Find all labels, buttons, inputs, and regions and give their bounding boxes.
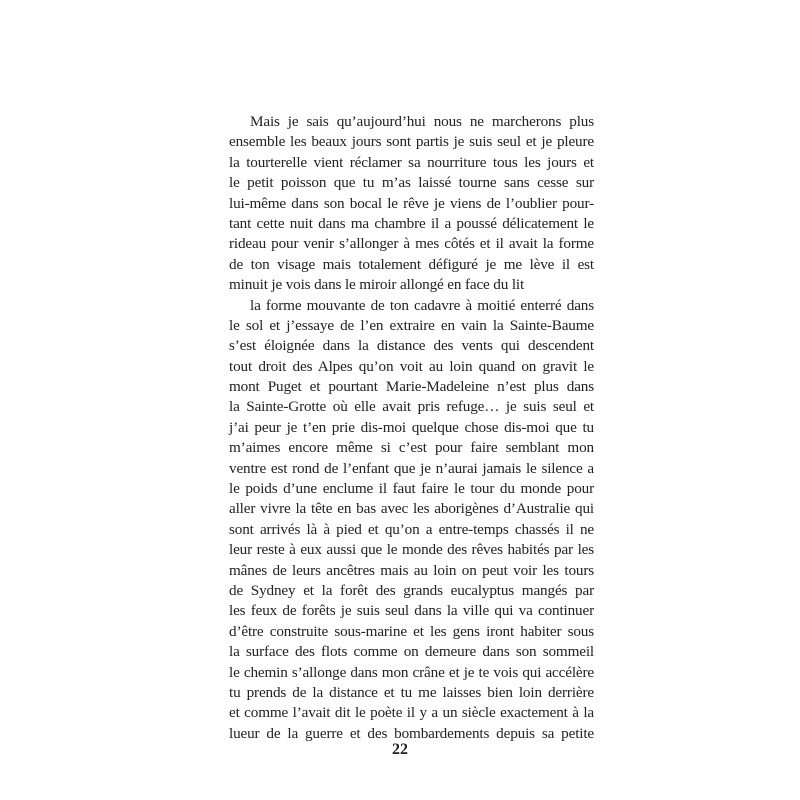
text-line: j’ai peur je t’en prie dis-moi quelque chose dis-moi que tu [229,418,594,436]
text-line: mânes de leurs ancêtres mais au loin on peut voir les tours [229,561,594,579]
text-line: ventre est rond de l’enfant que je n’aurai jamais le silence a [229,459,594,477]
text-line: sont arrivés là à pied et qu’on a entre-temps chassés il ne [229,520,594,538]
text-line: mont Puget et pourtant Marie-Madeleine n’est plus dans [229,378,594,396]
text-line: la tourterelle vient réclamer sa nourriture tous les jours et [229,153,594,171]
page-number: 22 [392,741,408,758]
text-line: et comme l’avait dit le poète il y a un siècle exactement à la [229,704,594,722]
text-line: le petit poisson que tu m’as laissé tourne sans cesse sur [229,174,594,192]
text-line: le poids d’une enclume il faut faire le tour du monde pour [229,480,594,498]
text-line: aller vivre la tête en bas avec les aborigènes d’Australie qui [229,500,594,518]
text-line: m’aimes encore même si c’est pour faire semblant mon [229,439,594,457]
text-line: de Sydney et la forêt des grands eucalyptus mangés par [229,581,594,599]
text-line: leur reste à eux aussi que le monde des rêves habités par les [229,541,594,559]
text-line: la forme mouvante de ton cadavre à moitié enterré dans [250,296,594,314]
text-line: la Sainte-Grotte où elle avait pris refuge… je suis seul et [229,398,594,416]
text-line: rideau pour venir s’allonger à mes côtés et il avait la forme [229,235,594,253]
text-line: tant cette nuit dans ma chambre il a poussé délicatement le [229,214,594,232]
text-line: s’est éloignée dans la distance des vents qui descendent [229,337,594,355]
text-line: tout droit des Alpes qu’on voit au loin quand on gravit le [229,357,594,375]
text-line: Mais je sais qu’aujourd’hui nous ne marcherons plus [250,113,594,130]
text-line: tu prends de la distance et tu me laisses bien loin derrière [229,683,594,701]
body-text [229,112,594,744]
text-line: ensemble les beaux jours sont partis je suis seul et je pleure [229,133,594,151]
text-line: d’être construite sous-marine et les gens iront habiter sous [229,622,594,640]
text-line: lueur de la guerre et des bombardements depuis sa petite [229,724,594,742]
text-line: minuit je vois dans le miroir allongé en face du lit [229,276,525,294]
text-line: de ton visage mais totalement défiguré je me lève il est [229,255,594,273]
text-line: les feux de forêts je suis seul dans la ville qui va continuer [229,602,594,620]
text-line: la surface des flots comme on demeure dans son sommeil [229,643,594,661]
text-line: le sol et j’essaye de l’en extraire en vain la Sainte-Baume [229,316,594,334]
text-line: lui-même dans son bocal le rêve je viens de l’oublier pour- [229,194,594,212]
text-line: le chemin s’allonge dans mon crâne et je te vois qui accélère [229,663,594,681]
